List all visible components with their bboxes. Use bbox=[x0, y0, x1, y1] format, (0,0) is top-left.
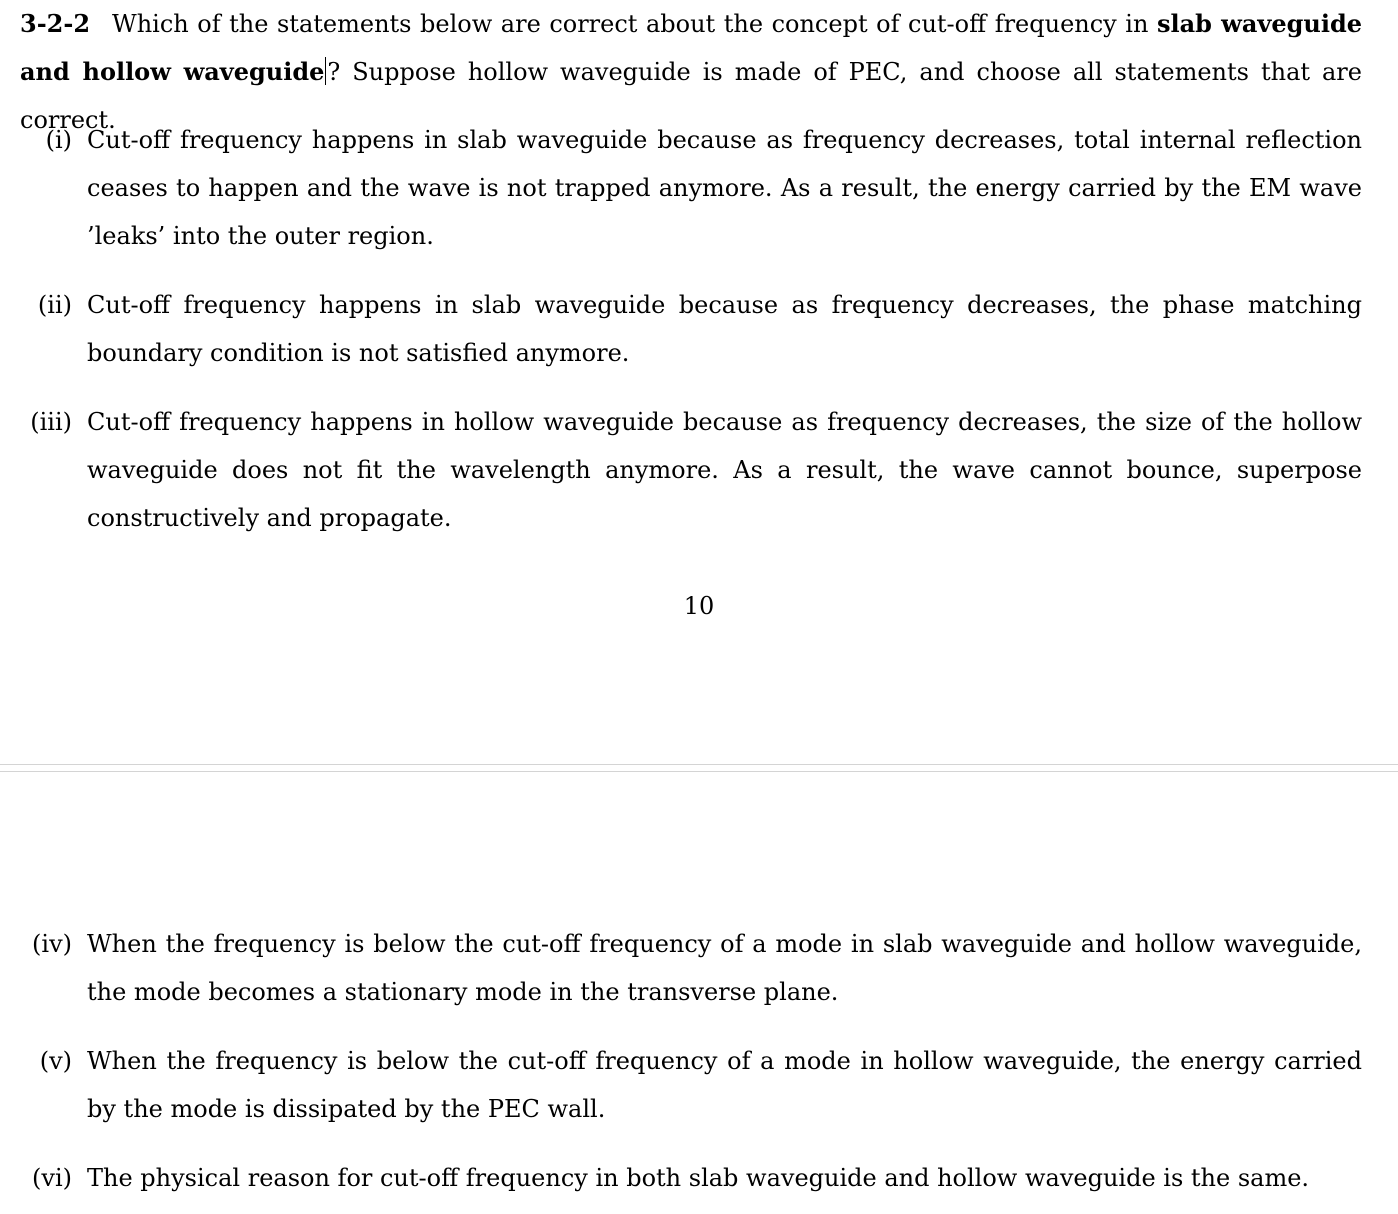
statement-ii bbox=[0, 281, 1362, 377]
statement-i bbox=[0, 116, 1362, 260]
statement-label: (ii) bbox=[37, 291, 72, 319]
statement-label: (vi) bbox=[32, 1164, 72, 1192]
statement-vi bbox=[0, 1154, 1362, 1202]
statement-text: When the frequency is below the cut-off frequency of a mode in slab waveguide and hollow waveguide, the mode becomes a stationary mode in the transverse plane. bbox=[87, 930, 1362, 1006]
page-11 bbox=[0, 772, 1398, 1214]
question-bold-text: slab waveguide and hollow waveguide bbox=[20, 9, 1363, 86]
statement-v bbox=[0, 1037, 1362, 1133]
question-text-part1: Which of the statements below are correct about the concept of cut-off frequency in bbox=[112, 10, 1157, 38]
statement-iv bbox=[0, 920, 1362, 1016]
statement-text: Cut-off frequency happens in slab waveguide because as frequency decreases, the phase matching boundary condition is not satisfied anymore. bbox=[87, 291, 1362, 367]
statement-iii bbox=[0, 398, 1362, 542]
statement-text: When the frequency is below the cut-off frequency of a mode in hollow waveguide, the energy carried by the mode is dissipated by the PEC wall. bbox=[87, 1047, 1362, 1123]
question-number: 3-2-2 bbox=[20, 9, 91, 38]
statement-text: The physical reason for cut-off frequency in both slab waveguide and hollow waveguide is the same. bbox=[87, 1164, 1310, 1192]
statement-label: (i) bbox=[45, 126, 72, 154]
statement-label: (iii) bbox=[30, 408, 72, 436]
statement-text: Cut-off frequency happens in hollow waveguide because as frequency decreases, the size of the hollow waveguide does not fit the wavelength anymore. As a result, the wave cannot bounce, superpose constructively and propagate. bbox=[87, 408, 1362, 532]
page-number: 10 bbox=[683, 592, 715, 620]
page-separator bbox=[0, 764, 1398, 772]
statement-label: (iv) bbox=[32, 930, 72, 958]
statement-text: Cut-off frequency happens in slab waveguide because as frequency decreases, total internal reflection ceases to happen and the wave is not trapped anymore. As a result, the energy carried by the EM wave ’leaks’ into the outer region. bbox=[87, 126, 1362, 250]
statement-label: (v) bbox=[39, 1047, 72, 1075]
question-text-part2: ? Suppose hollow waveguide is made of PEC, and choose all statements that are correct. bbox=[20, 58, 1362, 134]
